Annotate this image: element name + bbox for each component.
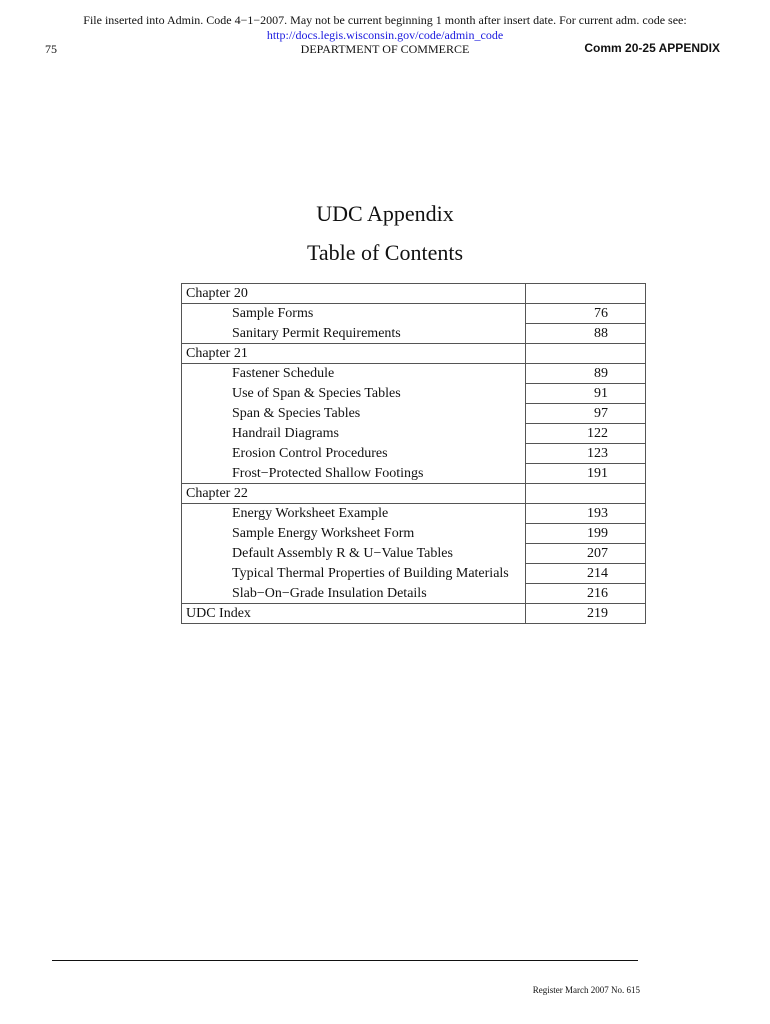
toc-entry-row bbox=[182, 544, 646, 564]
toc-entry-row bbox=[182, 524, 646, 544]
toc-entry-row bbox=[182, 384, 646, 404]
toc-entry-label: Use of Span & Species Tables bbox=[182, 384, 526, 404]
toc-entry-label: Chapter 20 bbox=[182, 284, 526, 304]
toc-entry-page: 219 bbox=[526, 604, 646, 624]
toc-entry-label: Span & Species Tables bbox=[182, 404, 526, 424]
toc-entry-page: 97 bbox=[526, 404, 646, 424]
toc-chapter-row bbox=[182, 484, 646, 504]
toc-entry-page: 91 bbox=[526, 384, 646, 404]
insert-notice bbox=[0, 13, 770, 43]
toc-entry-page: 123 bbox=[526, 444, 646, 464]
admin-code-link[interactable]: http://docs.legis.wisconsin.gov/code/admin_code bbox=[266, 28, 504, 42]
toc-entry-label: Default Assembly R & U−Value Tables bbox=[182, 544, 526, 564]
toc-entry-label: Sample Energy Worksheet Form bbox=[182, 524, 526, 544]
toc-entry-row bbox=[182, 404, 646, 424]
toc-table bbox=[181, 283, 646, 624]
toc-entry-label: Fastener Schedule bbox=[182, 364, 526, 384]
toc-entry-page: 122 bbox=[526, 424, 646, 444]
toc-entry-label: Sanitary Permit Requirements bbox=[182, 324, 526, 344]
toc-entry-label: Frost−Protected Shallow Footings bbox=[182, 464, 526, 484]
toc-chapter-row bbox=[182, 604, 646, 624]
toc-entry-row bbox=[182, 584, 646, 604]
toc-entry-row bbox=[182, 464, 646, 484]
toc-entry-label: UDC Index bbox=[182, 604, 526, 624]
page-number: 75 bbox=[45, 42, 57, 56]
toc-entry-page: 191 bbox=[526, 464, 646, 484]
toc-entry-label: Typical Thermal Properties of Building Materials bbox=[182, 564, 526, 584]
toc-entry-label: Slab−On−Grade Insulation Details bbox=[182, 584, 526, 604]
toc-chapter-row bbox=[182, 344, 646, 364]
toc-entry-page: 214 bbox=[526, 564, 646, 584]
toc-entry-label: Erosion Control Procedures bbox=[182, 444, 526, 464]
toc-entry-page: 76 bbox=[526, 304, 646, 324]
toc-entry-label: Chapter 22 bbox=[182, 484, 526, 504]
toc-entry-row bbox=[182, 324, 646, 344]
insert-notice-text: File inserted into Admin. Code 4−1−2007. May not be current beginning 1 month after insert date. For current adm. code see: bbox=[83, 13, 687, 27]
toc-entry-label: Chapter 21 bbox=[182, 344, 526, 364]
toc-entry-row bbox=[182, 564, 646, 584]
toc-entry-page: 89 bbox=[526, 364, 646, 384]
toc-entry-page: 216 bbox=[526, 584, 646, 604]
toc-entry-page bbox=[526, 284, 646, 304]
toc-entry-page: 207 bbox=[526, 544, 646, 564]
toc-entry-row bbox=[182, 364, 646, 384]
toc-entry-page bbox=[526, 484, 646, 504]
toc-entry-page: 199 bbox=[526, 524, 646, 544]
department-heading: DEPARTMENT OF COMMERCE bbox=[300, 42, 470, 56]
toc-entry-label: Handrail Diagrams bbox=[182, 424, 526, 444]
page-subtitle: Table of Contents bbox=[306, 240, 464, 265]
toc-entry-row bbox=[182, 504, 646, 524]
toc-entry-row bbox=[182, 304, 646, 324]
toc-entry-label: Energy Worksheet Example bbox=[182, 504, 526, 524]
appendix-label: Comm 20-25 APPENDIX bbox=[584, 41, 720, 55]
toc-entry-row bbox=[182, 424, 646, 444]
toc-chapter-row bbox=[182, 284, 646, 304]
register-note: Register March 2007 No. 615 bbox=[532, 985, 640, 995]
toc-entry-page: 88 bbox=[526, 324, 646, 344]
toc-entry-page bbox=[526, 344, 646, 364]
toc-entry-label: Sample Forms bbox=[182, 304, 526, 324]
footer-rule bbox=[52, 960, 638, 961]
toc-entry-row bbox=[182, 444, 646, 464]
toc-entry-page: 193 bbox=[526, 504, 646, 524]
page-title: UDC Appendix bbox=[316, 201, 454, 226]
